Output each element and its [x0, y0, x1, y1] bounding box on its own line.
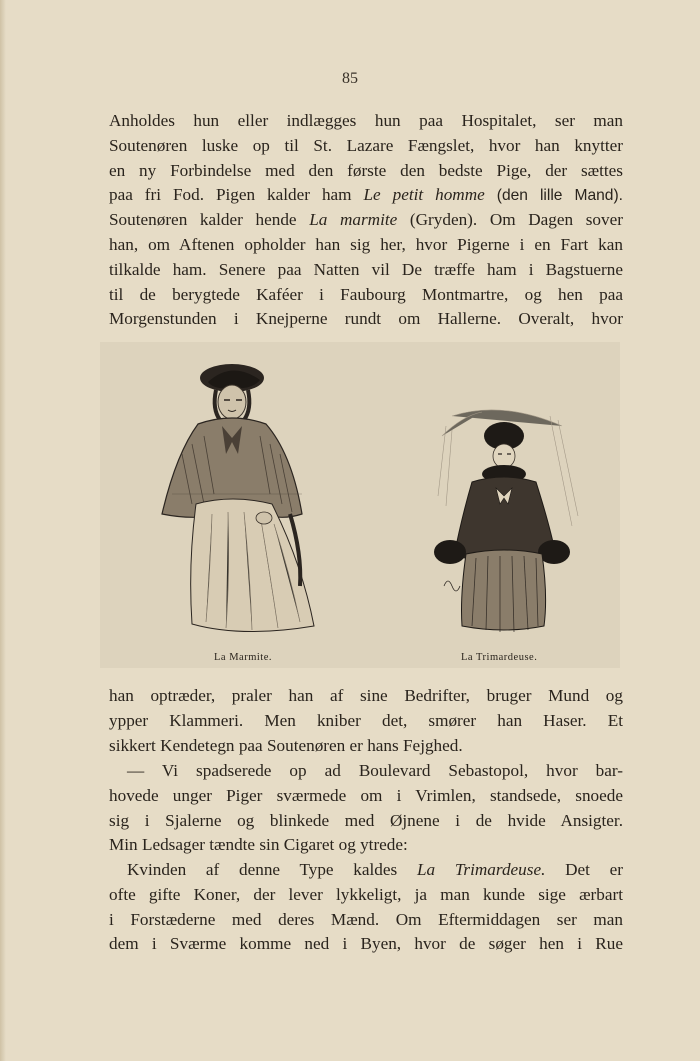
- illustration-woman-muff-icon: [432, 406, 582, 638]
- paragraph-3: [109, 759, 623, 858]
- text-line: Kvinden af denne Type kaldes La Trimardeuse. Det er: [127, 860, 624, 879]
- text-line: han, om Aftenen opholder han sig her, hvor Pigerne i en Fart kan: [109, 234, 623, 254]
- text-line: tilkalde ham. Senere paa Natten vil De træffe ham i Bagstuerne: [109, 259, 623, 279]
- text-line: ofte gifte Koner, der lever lykkeligt, ja man kunde sige ærbart: [109, 884, 623, 904]
- text-line: en ny Forbindelse med den første den bedste Pige, der sættes: [109, 160, 623, 180]
- text-line: paa fri Fod. Pigen kalder ham Le petit homme (den lille Mand).: [109, 185, 623, 205]
- text-line: Morgenstunden i Knejperne rundt om Hallerne. Overalt, hvor: [109, 309, 623, 329]
- caption-right: La Trimardeuse.: [461, 652, 538, 663]
- text-line: til de berygtede Kaféer i Faubourg Montmartre, og hen paa: [109, 284, 623, 304]
- text-line: Soutenøren kalder hende La marmite (Gryden). Om Dagen sover: [109, 210, 623, 230]
- page-number: 85: [342, 70, 358, 87]
- paragraph-1: [109, 109, 623, 332]
- text-line: hovede unger Piger sværmede om i Vrimlen, standsede, snoede: [109, 785, 623, 805]
- illustration-figure: [100, 342, 620, 668]
- text-line: Anholdes hun eller indlægges hun paa Hospitalet, ser man: [109, 111, 623, 130]
- text-line: i Forstæderne med deres Mænd. Om Eftermiddagen ser man: [109, 909, 623, 929]
- italic-term: Le petit homme: [363, 185, 485, 205]
- text-line: dem i Sværme komme ned i Byen, hvor de søger hen i Rue: [109, 934, 623, 954]
- page-edge: [0, 0, 6, 1061]
- text-line: han optræder, praler han af sine Bedrifter, bruger Mund og: [109, 686, 623, 705]
- text-line: Min Ledsager tændte sin Cigaret og ytrede:: [109, 835, 408, 855]
- text-line: — Vi spadserede op ad Boulevard Sebastopol, hvor bar-: [127, 761, 623, 780]
- illustration-woman-shawl-icon: [152, 354, 332, 639]
- text-line: sig i Sjalerne og blinkede med Øjnene i de hvide Ansigter.: [109, 810, 623, 830]
- paragraph-4: [109, 858, 623, 957]
- text-line: Soutenøren luske op til St. Lazare Fængslet, hvor han knytter: [109, 135, 623, 155]
- text-line: ypper Klammeri. Men kniber det, smører han Haser. Et: [109, 710, 623, 730]
- italic-term: La Trimardeuse.: [416, 860, 546, 879]
- paragraph-2: [109, 684, 623, 758]
- text-line: sikkert Kendetegn paa Soutenøren er hans Fejghed.: [109, 735, 463, 755]
- caption-left: La Marmite.: [214, 652, 272, 663]
- italic-term: La marmite: [309, 210, 398, 230]
